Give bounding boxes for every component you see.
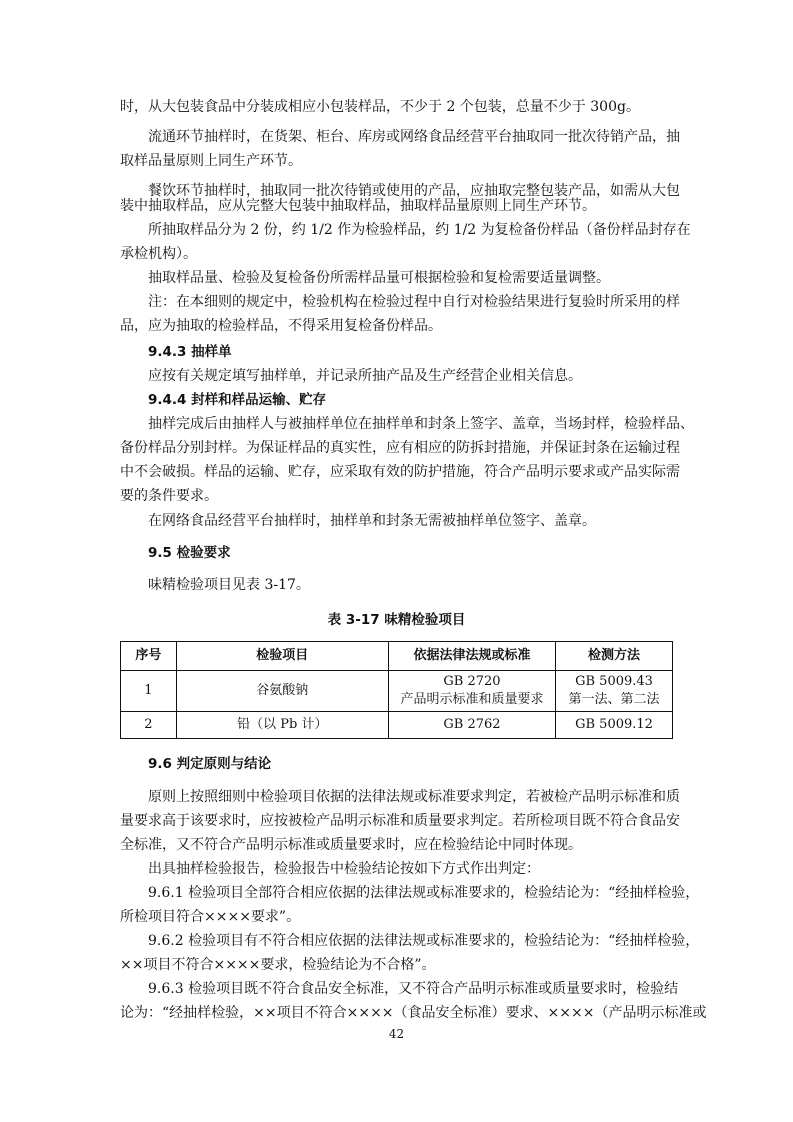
paragraph-line: 味精检验项目见表 3-17。 (148, 577, 310, 593)
paragraph-line: ××项目不符合××××要求，检验结论为不合格”。 (120, 957, 436, 973)
cell-item: 谷氨酸钠 (176, 671, 388, 712)
table-row (121, 712, 673, 739)
paragraph-line: 9.6.2 检验项目有不符合相应依据的法律法规或标准要求的，检验结论为：“经抽样检验， (148, 933, 700, 949)
table-row (121, 671, 673, 712)
page-number: 42 (388, 1027, 405, 1041)
paragraph-line: 量要求高于该要求时，应按被检产品明示标准和质量要求判定。若所检项目既不符合食品安 (120, 813, 680, 829)
cell-method-line: GB 5009.43 (575, 674, 653, 689)
paragraph-line: 9.6.1 检验项目全部符合相应依据的法律法规或标准要求的，检验结论为：“经抽样检验， (148, 885, 700, 901)
paragraph-line: 原则上按照细则中检验项目依据的法律法规或标准要求判定，若被检产品明示标准和质 (148, 789, 680, 805)
header-seq: 序号 (121, 642, 177, 671)
paragraph-line: 抽样完成后由抽样人与被抽样单位在抽样单和封条上签字、盖章，当场封样，检验样品、 (148, 416, 694, 432)
paragraph-line: 在网络食品经营平台抽样时，抽样单和封条无需被抽样单位签字、盖章。 (148, 513, 596, 529)
cell-basis-line: GB 2720 (443, 674, 501, 689)
paragraph-line: 取样品量原则上同生产环节。 (120, 153, 302, 169)
paragraph-line: 流通环节抽样时，在货架、柜台、库房或网络食品经营平台抽取同一批次待销产品，抽 (148, 129, 680, 145)
paragraph-line: 要的条件要求。 (120, 488, 218, 504)
paragraph-line: 备份样品分别封样。为保证样品的真实性，应有相应的防拆封措施，并保证封条在运输过程 (120, 440, 680, 456)
paragraph-line: 所抽取样品分为 2 份，约 1/2 作为检验样品，约 1/2 为复检备份样品（备份样品封存在 (148, 222, 691, 238)
paragraph-line: 9.6.3 检验项目既不符合食品安全标准，又不符合产品明示标准或质量要求时，检验结 (148, 981, 679, 997)
inspection-items-table (120, 641, 673, 739)
cell-basis-line: 产品明示标准和质量要求 (400, 692, 544, 707)
cell-seq: 1 (121, 671, 177, 712)
table-caption: 表 3-17 味精检验项目 (327, 612, 466, 628)
paragraph-line: 品，应为抽取的检验样品，不得采用复检备份样品。 (120, 318, 442, 334)
paragraph-line: 装中抽取样品，应从完整大包装中抽取样品，抽取样品量原则上同生产环节。 (120, 198, 596, 214)
paragraph-line: 所检项目符合××××要求”。 (120, 909, 301, 925)
paragraph-line: 论为：“经抽样检验，××项目不符合××××（食品安全标准）要求、××××（产品明示标准或 (120, 1005, 707, 1021)
paragraph-line: 全标准，又不符合产品明示标准或质量要求时，应在检验结论中同时体现。 (120, 837, 582, 853)
paragraph-line: 注：在本细则的规定中，检验机构在检验过程中自行对检验结果进行复验时所采用的样 (148, 294, 680, 310)
cell-basis (388, 671, 555, 712)
paragraph-line: 抽取样品量、检验及复检备份所需样品量可根据检验和复检需要适量调整。 (148, 270, 610, 286)
paragraph-line: 出具抽样检验报告，检验报告中检验结论按如下方式作出判定： (148, 861, 540, 877)
section-heading-9-6: 9.6 判定原则与结论 (148, 756, 272, 772)
cell-item: 铅（以 Pb 计） (176, 712, 388, 739)
paragraph-line: 承检机构）。 (120, 246, 197, 262)
paragraph-line: 时，从大包装食品中分装成相应小包装样品，不少于 2 个包装，总量不少于 300g。 (120, 99, 640, 115)
header-item: 检验项目 (176, 642, 388, 671)
header-basis: 依据法律法规或标准 (388, 642, 555, 671)
header-method: 检测方法 (556, 642, 673, 671)
cell-seq: 2 (121, 712, 177, 739)
section-heading-9-5: 9.5 检验要求 (148, 545, 231, 561)
paragraph-line: 应按有关规定填写抽样单，并记录所抽产品及生产经营企业相关信息。 (148, 368, 582, 384)
section-heading-9-4-3: 9.4.3 抽样单 (148, 344, 232, 360)
paragraph-line: 餐饮环节抽样时，抽取同一批次待销或使用的产品，应抽取完整包装产品，如需从大包 (148, 183, 680, 199)
paragraph-line: 中不会破损。样品的运输、贮存，应采取有效的防护措施，符合产品明示要求或产品实际需 (120, 464, 680, 480)
section-heading-9-4-4: 9.4.4 封样和样品运输、贮存 (148, 392, 327, 408)
cell-method: GB 5009.12 (556, 712, 673, 739)
cell-method-line: 第一法、第二法 (568, 692, 660, 707)
cell-method (556, 671, 673, 712)
table-header-row (121, 642, 673, 671)
cell-basis: GB 2762 (388, 712, 555, 739)
